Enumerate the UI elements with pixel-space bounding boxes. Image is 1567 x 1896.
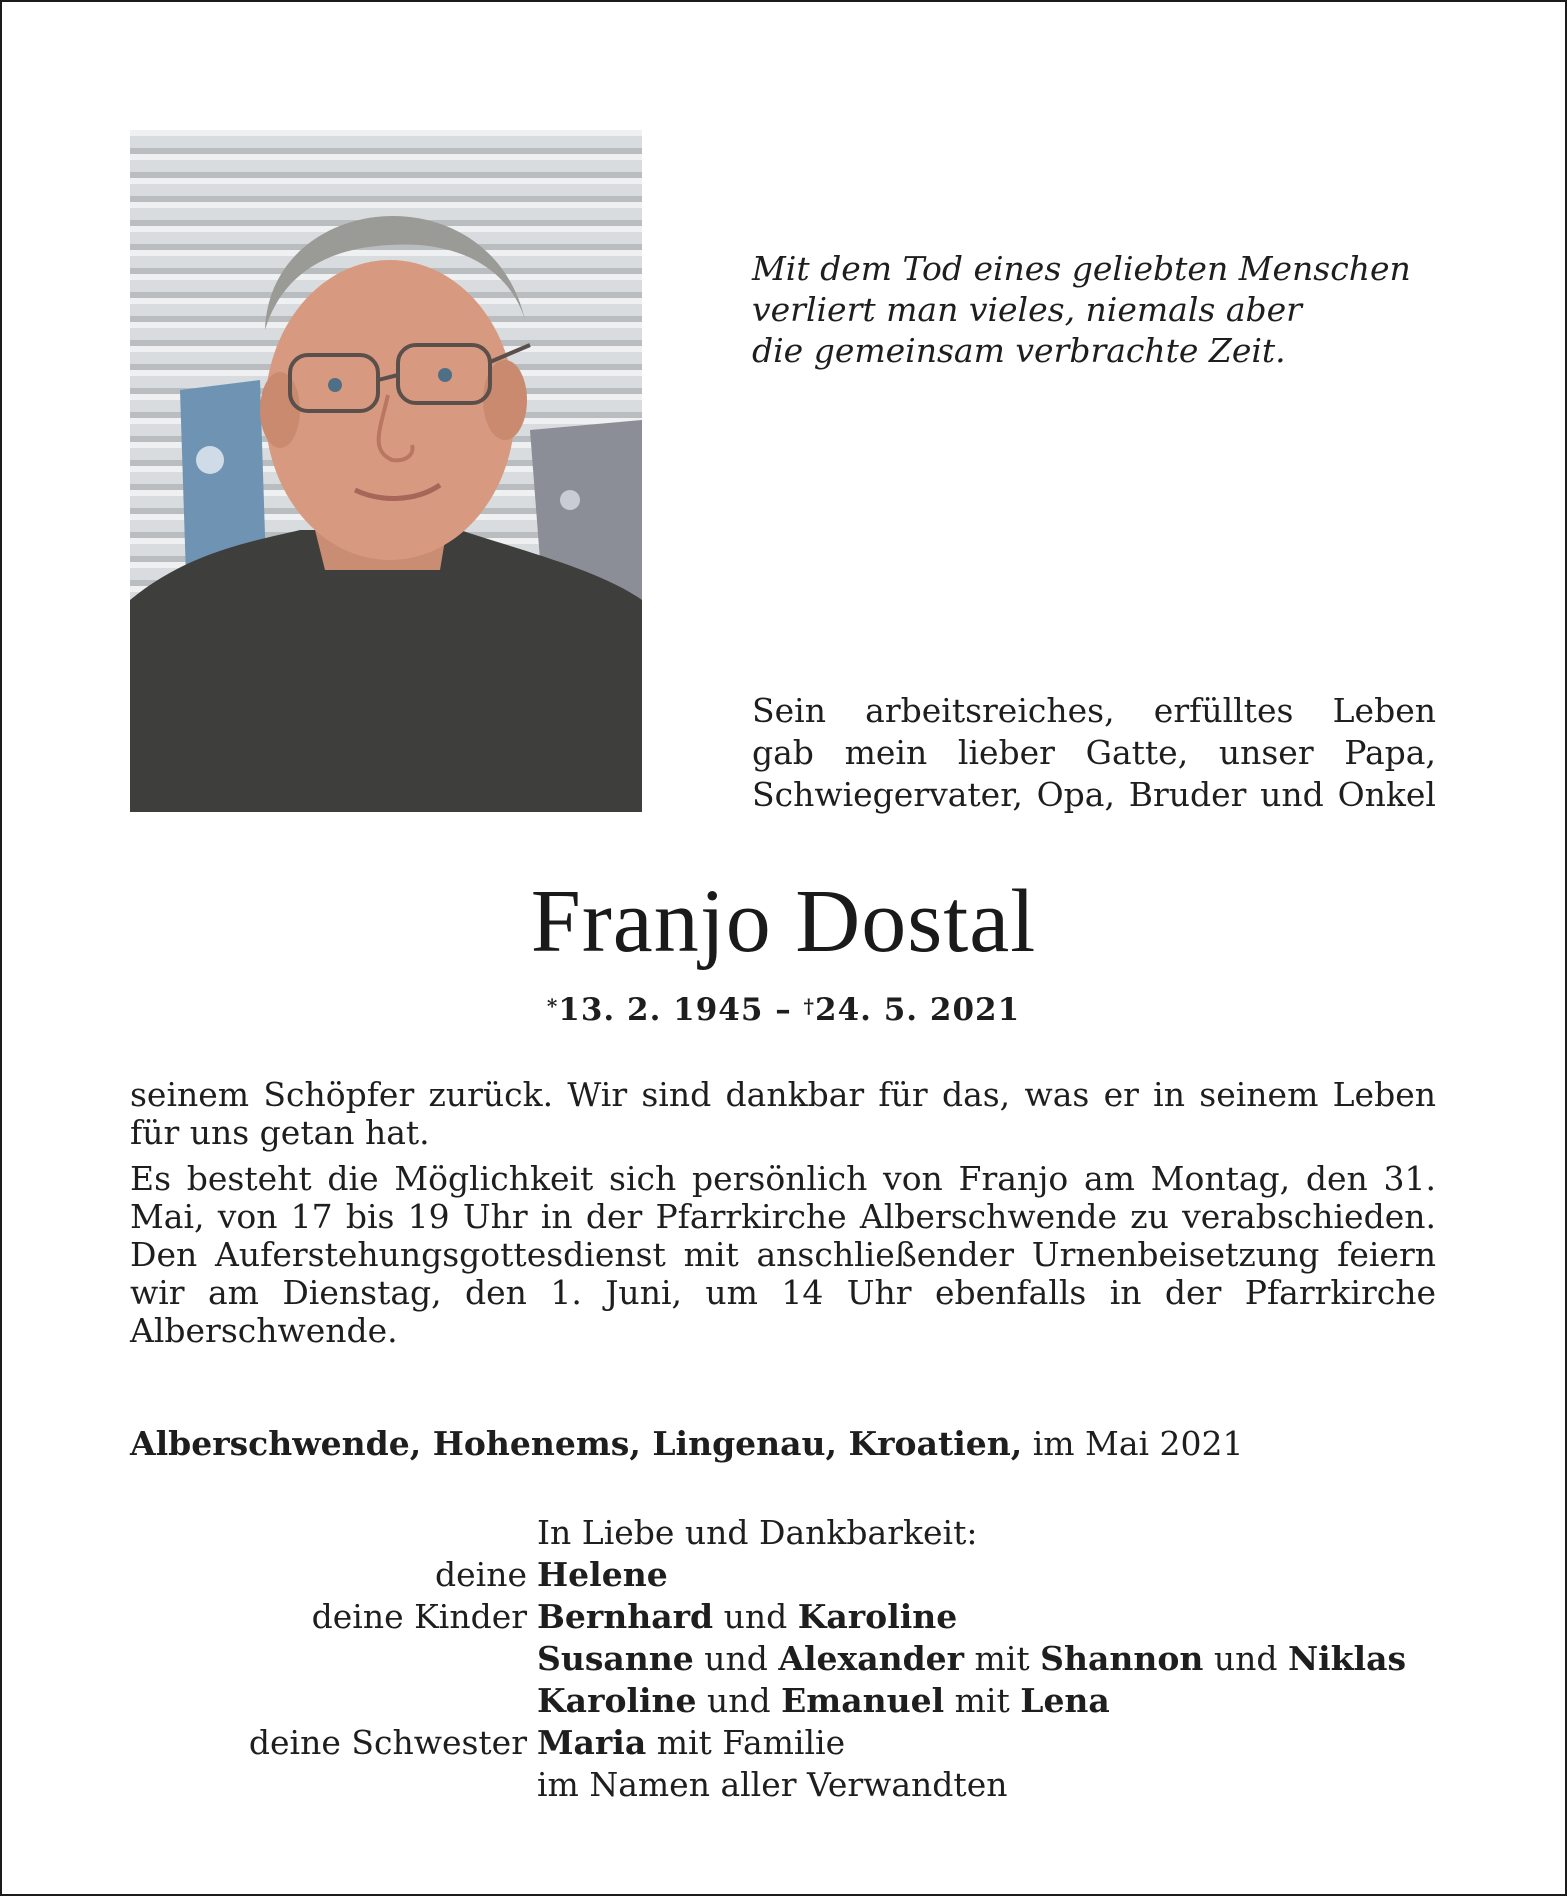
- relation-label: deine Kinder: [311, 1597, 527, 1636]
- body-paragraph: seinem Schöpfer zurück. Wir sind dankbar für das, was er in seinem Leben für uns getan hat.: [130, 1075, 1436, 1152]
- connector-text: und: [1203, 1639, 1288, 1678]
- birth-symbol: *: [546, 994, 559, 1018]
- signature-row: [130, 1596, 1436, 1638]
- mourner-name: Lena: [1020, 1681, 1110, 1720]
- notice-date: im Mai 2021: [1022, 1424, 1244, 1463]
- death-date: 24. 5. 2021: [815, 992, 1021, 1028]
- locations: Alberschwende, Hohenems, Lingenau, Kroatien,: [130, 1424, 1023, 1463]
- body-paragraph: Es besteht die Möglichkeit sich persönlich von Franjo am Montag, den 31. Mai, von 17 bis 19 Uhr in der Pfarrkirche Alberschwende zu verabschieden. Den Auferstehungsgottesdienst mit anschließender Urnenbeisetzung feiern wir am Dienstag, den 1. Juni, um 14 Uhr ebenfalls in der Pfarrkirche Alberschwende.: [130, 1159, 1436, 1350]
- connector-text: und: [713, 1597, 798, 1636]
- signature-row: [130, 1764, 1436, 1806]
- mourner-names: [537, 1638, 1406, 1680]
- connector-text: im Namen aller Verwandten: [537, 1765, 1008, 1804]
- mourner-name: Shannon: [1040, 1639, 1204, 1678]
- death-symbol: †: [803, 994, 816, 1018]
- life-dates: [0, 990, 1567, 1030]
- mourner-name: Alexander: [778, 1639, 965, 1678]
- mourner-names: [537, 1764, 1007, 1806]
- relation-label: deine: [435, 1555, 527, 1594]
- signature-row: [130, 1680, 1436, 1722]
- signature-row: [130, 1554, 1436, 1596]
- connector-text: und: [696, 1681, 782, 1720]
- mourner-names: [537, 1596, 957, 1638]
- signature-heading: In Liebe und Dankbarkeit:: [537, 1513, 978, 1552]
- mourner-name: Karoline: [537, 1681, 697, 1720]
- signature-heading-row: [130, 1512, 1436, 1554]
- obituary-body: [130, 1076, 1436, 1358]
- signature-block: [130, 1512, 1436, 1806]
- relation-label: [130, 1638, 537, 1680]
- intro-line: Schwiegervater, Opa, Bruder und Onkel: [752, 775, 1436, 814]
- mourner-names: [537, 1680, 1110, 1722]
- intro-line: Sein arbeitsreiches, erfülltes Leben: [752, 691, 1436, 730]
- mourner-name: Bernhard: [537, 1597, 714, 1636]
- mourner-name: Emanuel: [781, 1681, 945, 1720]
- intro-line: gab mein lieber Gatte, unser Papa,: [752, 733, 1436, 772]
- birth-date: 13. 2. 1945: [558, 992, 764, 1028]
- relation-label: [130, 1764, 537, 1806]
- mourner-name: Maria: [537, 1723, 647, 1762]
- deceased-name: Franjo Dostal: [530, 872, 1037, 971]
- portrait-image: [130, 130, 642, 812]
- connector-text: mit: [944, 1681, 1021, 1720]
- mourner-name: Helene: [537, 1555, 668, 1594]
- quote-line: die gemeinsam verbrachte Zeit.: [752, 331, 1286, 370]
- place-and-date: [130, 1424, 1244, 1464]
- portrait-photo: [130, 130, 642, 812]
- mourner-names: [537, 1554, 668, 1596]
- mourner-names: [537, 1722, 845, 1764]
- mourner-name: Susanne: [537, 1639, 694, 1678]
- date-separator: –: [763, 992, 804, 1028]
- signature-row: [130, 1638, 1436, 1680]
- signature-row: [130, 1722, 1436, 1764]
- intro-paragraph: [752, 690, 1436, 816]
- mourner-name: Niklas: [1287, 1639, 1407, 1678]
- connector-text: mit Familie: [646, 1723, 846, 1762]
- quote-line: Mit dem Tod eines geliebten Menschen: [752, 249, 1411, 288]
- connector-text: mit: [964, 1639, 1041, 1678]
- quote-line: verliert man vieles, niemals aber: [752, 290, 1302, 329]
- relation-label: [130, 1680, 537, 1722]
- relation-label: deine Schwester: [248, 1723, 527, 1762]
- connector-text: und: [693, 1639, 779, 1678]
- mourner-name: Karoline: [797, 1597, 958, 1636]
- memorial-quote: [752, 248, 1411, 371]
